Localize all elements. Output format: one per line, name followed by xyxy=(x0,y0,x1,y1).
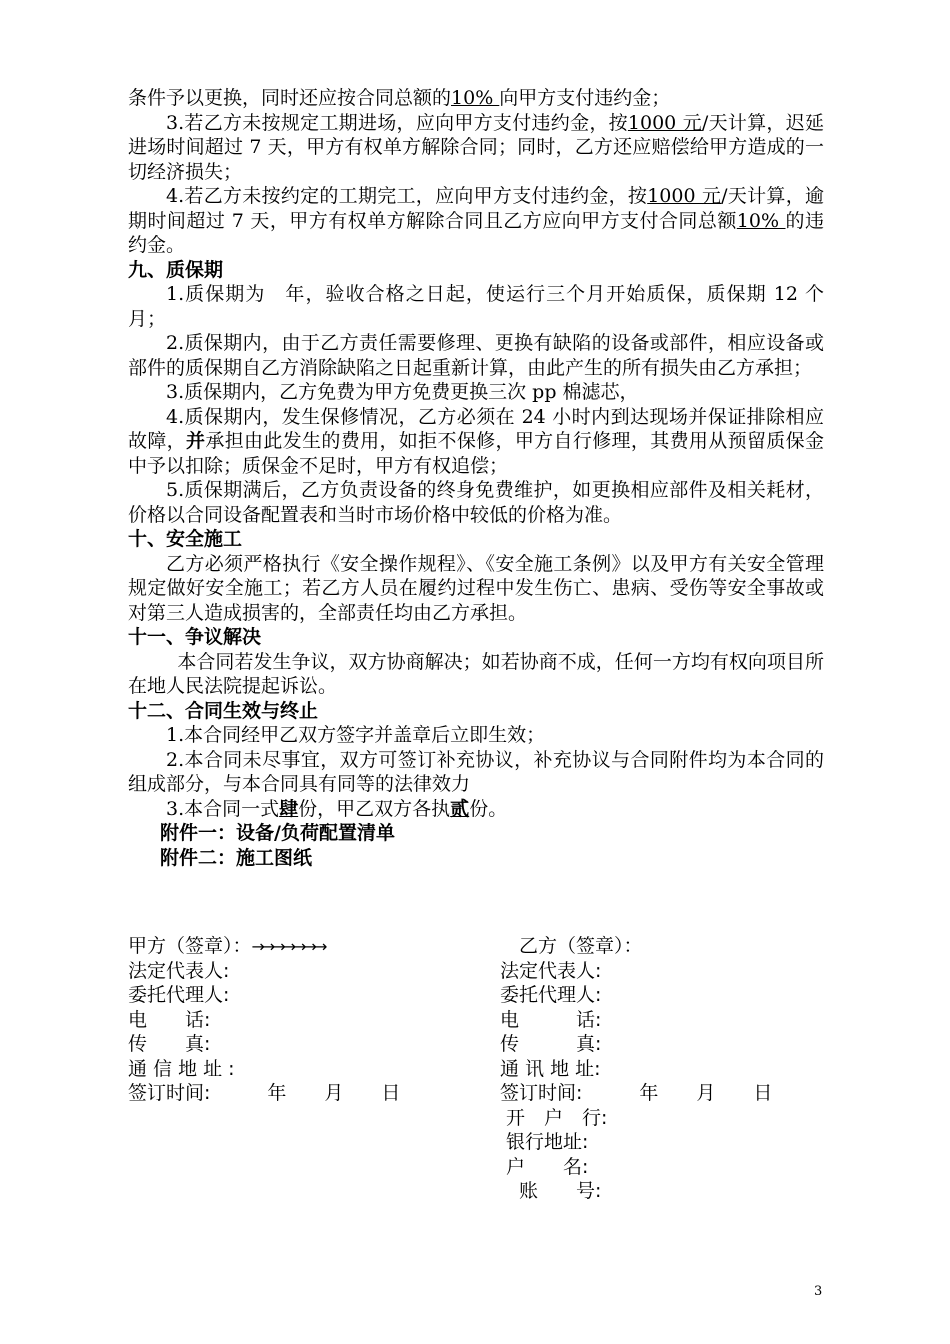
party-b-phone: 电 话: xyxy=(500,1008,602,1031)
party-b-seal-line: 乙方（签章）： xyxy=(500,935,643,957)
warranty-clause-4: 4.质保期内，发生保修情况，乙方必须在 24 小时内到达现场并保证排除相应故障，并承担由此发生的费用，如拒不保修，甲方自行修理，其费用从预留质保金中予以扣除；质保金不足时，甲方有权追偿； xyxy=(128,405,824,477)
party-b-bank-address: 银行地址: xyxy=(500,1131,589,1153)
party-b-sign-date: 签订时间: 年 月 日 xyxy=(500,1082,773,1104)
attachment-2: 附件二：施工图纸 xyxy=(160,846,313,869)
party-b-fax: 传 真: xyxy=(500,1033,602,1055)
party-b-account-number: 账 号: xyxy=(500,1180,602,1202)
party-a-legal-rep: 法定代表人: xyxy=(128,959,230,982)
party-a-phone: 电 话: xyxy=(128,1008,211,1031)
party-a-address: 通 信 地 址 : xyxy=(128,1057,235,1080)
page-number: 3 xyxy=(814,1284,823,1299)
paragraph-penalty-replacement: 条件予以更换，同时还应按合同总额的10% 向甲方支付违约金； xyxy=(128,87,671,109)
contract-body xyxy=(128,86,824,870)
warranty-clause-2: 2.质保期内，由于乙方责任需要修理、更换有缺陷的设备或部件，相应设备或部件的质保期自乙方消除缺陷之日起重新计算，由此产生的所有损失由乙方承担； xyxy=(128,332,824,379)
attachment-1: 附件一：设备/负荷配置清单 xyxy=(160,822,395,844)
effect-clause-3: 3.本合同一式肆份，甲乙双方各执贰份。 xyxy=(166,797,508,820)
party-b-address: 通 讯 地 址: xyxy=(500,1057,601,1080)
section-heading-dispute: 十一、争议解决 xyxy=(128,626,262,648)
warranty-clause-5: 5.质保期满后，乙方负责设备的终身免费维护，如更换相应部件及相关耗材，价格以合同设备配置表和当时市场价格中较低的价格为准。 xyxy=(128,479,824,526)
arrow-marks: →→→→→→→ xyxy=(251,937,325,956)
warranty-clause-1: 1.质保期为 年，验收合格之日起，使运行三个月开始质保，质保期 12 个月； xyxy=(128,283,824,330)
party-a-signature-block xyxy=(128,934,468,1106)
section-heading-safety: 十、安全施工 xyxy=(128,528,243,550)
paragraph-late-completion: 4.若乙方未按约定的工期完工，应向甲方支付违约金，按1000 元/天计算，逾期时间超过 7 天，甲方有权单方解除合同且乙方应向甲方支付合同总额10% 的违约金。 xyxy=(128,185,824,256)
party-a-agent: 委托代理人: xyxy=(128,984,230,1006)
party-b-bank: 开 户 行: xyxy=(500,1106,608,1129)
effect-clause-2: 2.本合同未尽事宜，双方可签订补充协议，补充协议与合同附件均为本合同的组成部分，与本合同具有同等的法律效力 xyxy=(128,748,824,795)
paragraph-late-entry: 3.若乙方未按规定工期进场，应向甲方支付违约金，按1000 元/天计算，迟延进场时间超过 7 天，甲方有权单方解除合同；同时，乙方还应赔偿给甲方造成的一切经济损失； xyxy=(128,111,824,183)
warranty-clause-3: 3.质保期内，乙方免费为甲方免费更换三次 pp 棉滤芯， xyxy=(166,381,639,403)
section-heading-warranty: 九、质保期 xyxy=(128,258,224,281)
party-a-seal-line: 甲方（签章）：→→→→→→→ xyxy=(128,935,325,957)
party-a-sign-date: 签订时间: 年 月 日 xyxy=(128,1082,401,1104)
party-a-fax: 传 真: xyxy=(128,1033,211,1055)
dispute-clause: 本合同若发生争议，双方协商解决；如若协商不成，任何一方均有权向项目所在地人民法院提起诉讼。 xyxy=(128,650,824,697)
party-b-signature-block xyxy=(500,934,840,1204)
party-b-agent: 委托代理人: xyxy=(500,984,602,1006)
party-b-account-name: 户 名: xyxy=(500,1155,589,1178)
effect-clause-1: 1.本合同经甲乙双方签字并盖章后立即生效； xyxy=(166,724,546,746)
section-heading-effect: 十二、合同生效与终止 xyxy=(128,699,319,722)
safety-clause: 乙方必须严格执行《安全操作规程》、《安全施工条例》以及甲方有关安全管理规定做好安全施工；若乙方人员在履约过程中发生伤亡、患病、受伤等安全事故或对第三人造成损害的，全部责任均由乙方承担。 xyxy=(128,552,824,624)
party-b-legal-rep: 法定代表人: xyxy=(500,959,602,982)
